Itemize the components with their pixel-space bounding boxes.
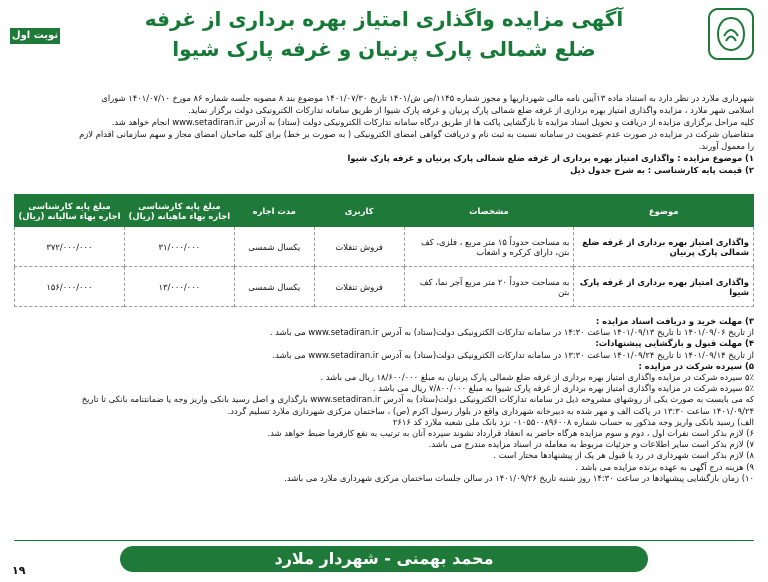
detail-line: از تاریخ ۱۴۰۱/۰۹/۰۶ تا تاریخ ۱۴۰۱/۰۹/۱۳ ساعت ۱۴:۳۰ در سامانه تدارکات الکترونیکی دولت(ستاد) به آدرس www.setadiran.ir می باشد . [269, 327, 754, 338]
title-line-2: ضلع شمالی پارک پرنیان و غرفه پارک شیوا [172, 37, 596, 61]
header-subject: موضوع [574, 195, 754, 227]
intro-line: اسلامی شهر ملارد ، مزایده واگذاری امتیاز بهره برداری از غرفه ضلع شمالی پارک پرنیان و غرفه پارک شیوا از طریق سامانه تدارکات الکترونیکی دولت برگزار نماید. [188, 105, 754, 115]
header-duration: مدت اجاره [234, 195, 314, 227]
header-specs: مشخصات [404, 195, 574, 227]
detail-line: ۹) هزینه درج آگهی به عهده برنده مزایده می باشد . [575, 461, 754, 472]
municipality-logo-icon [708, 8, 754, 60]
cell-specs: به مساحت حدوداً ۱۵ متر مربع ، فلزی، کف بتن، دارای کرکره و اشعاب [404, 227, 574, 267]
footer-divider [14, 540, 754, 541]
page-number: ۱۹ [12, 564, 26, 577]
table-header-row [15, 195, 754, 227]
intro-line: را معمول آورند. [698, 141, 754, 151]
detail-line: ۴) مهلت قبول و بازگشایی پیشنهادات: [595, 338, 754, 349]
cell-usage: فروش تنقلات [314, 227, 404, 267]
intro-line: ۱) موضوع مزایده : واگذاری امتیاز بهره برداری از غرفه ضلع شمالی پارک پرنیان و غرفه پارک شیوا [347, 153, 754, 163]
header-yearly-price: مبلغ پایه کارشناسی اجاره بهاء سالیانه (ریال) [15, 195, 125, 227]
base-price-table [14, 194, 754, 307]
mayor-signature: محمد بهمنی - شهردار ملارد [120, 546, 648, 572]
cell-yearly-price: ۳۷۲/۰۰۰/۰۰۰ [15, 227, 125, 267]
table-row [15, 227, 754, 267]
detail-line: ۳) مهلت خرید و دریافت اسناد مزایده : [595, 316, 754, 326]
detail-line: ۱۰) زمان بازگشایی پیشنهادها در ساعت ۱۴:۳۰ روز شنبه تاریخ ۱۴۰۱/۰۹/۲۶ در سالن جلسات ساختمان مرکزی شهرداری ملارد می باشد. [284, 472, 754, 483]
cell-monthly-price: ۱۳/۰۰۰/۰۰۰ [124, 267, 234, 307]
header-usage: کاربری [314, 195, 404, 227]
notice-round-badge: نوبت اول [10, 28, 60, 44]
title-line-1: آگهی مزایده واگذاری امتیاز بهره برداری از غرفه [144, 7, 624, 31]
cell-specs: به مساحت حدوداً ۲۰ متر مربع آجر نما، کف بتن [404, 267, 574, 307]
intro-line: متقاضیان شرکت در مزایده در صورت عدم عضویت در سامانه نسبت به ثبت نام و دریافت گواهی امضای الکترونیکی ( به صورت بر خط) برای کلیه صاحبان امضای مجاز و سهم سازمانی اقدام لازم [79, 129, 754, 139]
cell-monthly-price: ۳۱/۰۰۰/۰۰۰ [124, 227, 234, 267]
details-text [14, 316, 754, 484]
detail-line: ۱۴۰۱/۰۹/۲۴ ساعت ۱۳:۳۰ در پاکت الف و مهر شده به دبیرخانه شهرداری واقع در بلوار رسول اکرم (ص) ، ساختمان مرکزی شهرداری ملارد تسلیم گردد. [227, 405, 754, 416]
intro-line: ۲) قیمت پایه کارشناسی : به شرح جدول ذیل [570, 165, 754, 175]
cell-subject: واگذاری امتیاز بهره برداری از غرفه ضلع شمالی پارک پرنیان [574, 227, 754, 267]
cell-duration: یکسال شمسی [234, 267, 314, 307]
table-row [15, 267, 754, 307]
cell-usage: فروش تنقلات [314, 267, 404, 307]
detail-line: ۶) لازم بذکر است نفرات اول ، دوم و سوم مزایده هرگاه حاضر به انعقاد قرارداد نشوند سپرده آنان به ترتیب به نفع کارفرما ضبط خواهد شد. [267, 428, 754, 439]
intro-line: شهرداری ملارد در نظر دارد به استناد ماده ۱۳آیین نامه مالی شهرداریها و مجوز شماره ۱۱۴۵/ص ش/۱۴۰۱ تاریخ ۱۴۰۱/۰۷/۳۰ موضوع بند ۸ مصوبه جلسه شماره ۸۶ مورخ ۱۴۰۱/۰۷/۱۰ شورای [101, 93, 754, 103]
header-monthly-price: مبلغ پایه کارشناسی اجاره بهاء ماهیانه (ریال) [124, 195, 234, 227]
detail-line: ۵) سپرده شرکت در مزایده : [638, 360, 754, 371]
detail-line: ۷) لازم بذکر است سایر اطلاعات و جزئیات مربوط به معامله در اسناد مزایده مندرج می باشد. [428, 439, 754, 450]
intro-line: کلیه مراحل برگزاری مزایده از دریافت و تحویل اسناد مزایده تا بازگشایی پاکت ها از طریق درگاه سامانه تدارکات الکترونیکی دولت (ستاد) به آدرس www.setadiran.ir انجام خواهد شد. [111, 117, 754, 127]
cell-duration: یکسال شمسی [234, 227, 314, 267]
cell-yearly-price: ۱۵۶/۰۰۰/۰۰۰ [15, 267, 125, 307]
notice-title [70, 4, 698, 64]
detail-line: ۵٪ سپرده شرکت در مزایده واگذاری امتیاز بهره برداری از غرفه پارک شیوا به مبلغ ۷/۸۰۰/۰۰۰ ریال می باشد . [372, 383, 754, 394]
detail-line: ۸) لازم بذکر است شهرداری در رد یا قبول هر یک از پیشنهادها مختار است . [493, 450, 754, 461]
cell-subject: واگذاری امتیاز بهره برداری از غرفه پارک شیوا [574, 267, 754, 307]
detail-line: که می بایست به صورت یکی از روشهای مشروحه ذیل در سامانه تدارکات الکترونیکی دولت(ستاد) به آدرس www.setadiran.ir بارگذاری و اصل رسید بانکی واریز وجه یا ضمانتنامه بانکی تا تاریخ [81, 394, 754, 405]
detail-line: الف) رسید بانکی واریز وجه مذکور به حساب شماره ۰۱۰۵۵۰۰۸۹۶۰۰۸ نزد بانک ملی شعبه ملارد کد ۲۶۱۶ [392, 416, 754, 427]
detail-line: ۵٪ سپرده شرکت در مزایده واگذاری امتیاز بهره برداری از غرفه ضلع شمالی پارک پرنیان به مبلغ ۱۸/۶۰۰/۰۰۰ ریال می باشد . [320, 372, 754, 383]
intro-text [14, 92, 754, 176]
detail-line: از تاریخ ۱۴۰۱/۰۹/۱۴ تا تاریخ ۱۴۰۱/۰۹/۲۴ ساعت ۱۳:۳۰ در سامانه تدارکات الکترونیکی دولت(ستاد) به آدرس www.setadiran.ir می باشد. [272, 349, 754, 360]
